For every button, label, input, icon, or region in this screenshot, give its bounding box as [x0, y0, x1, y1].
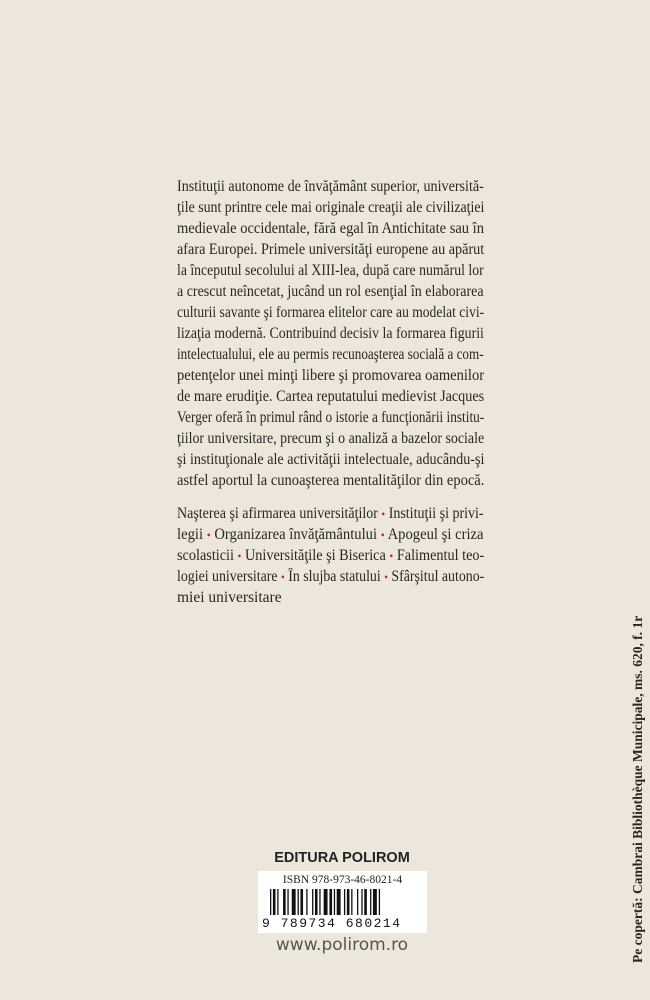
description-line: culturii savante şi formarea elitelor care au modelat civi-: [177, 304, 485, 321]
barcode-bar: [292, 889, 296, 915]
barcode-bar: [370, 889, 371, 915]
website-url: www.polirom.ro: [275, 935, 409, 955]
barcode-bar: [283, 889, 286, 915]
contents-line: [177, 545, 485, 566]
contents-line: [177, 587, 484, 608]
barcode-bar: [324, 889, 328, 915]
barcode-bar: [347, 889, 350, 915]
description-line: Instituţii autonome de învăţământ superior, universită-: [177, 178, 484, 195]
contents-line: [177, 566, 485, 587]
isbn-barcode: [258, 871, 427, 933]
barcode-bar: [334, 889, 335, 915]
description-line: Verger oferă în primul rând o istorie a funcţionării institu-: [177, 409, 485, 426]
bullet-separator-icon: •: [384, 570, 388, 584]
bullet-separator-icon: •: [281, 570, 285, 584]
barcode-bar: [337, 889, 341, 915]
description-line: ţiilor universitare, precum şi o analiză a bazelor sociale: [177, 430, 485, 447]
description-line: la începutul secolului al XIII-lea, după care numărul lor: [177, 262, 484, 279]
chapter-title: logiei universitare: [177, 568, 278, 585]
description-line: de mare erudiţie. Cartea reputatului medievist Jacques: [177, 388, 485, 405]
chapter-title: Falimentul teo-: [396, 547, 485, 564]
contents-line: [177, 503, 484, 524]
barcode-bar: [373, 889, 377, 915]
isbn-label: ISBN 978-973-46-8021-4: [282, 874, 403, 886]
chapter-title: În slujba statului: [288, 568, 381, 585]
description-line: ţile sunt printre cele mai originale creaţii ale civilizaţiei: [177, 199, 485, 216]
barcode-bar: [287, 889, 288, 915]
bullet-separator-icon: •: [389, 549, 394, 563]
description-line: lizaţia modernă. Contribuind decisiv la formarea figurii: [177, 325, 484, 342]
chapter-title: miei universitare: [177, 589, 282, 606]
chapter-title: Universităţile şi Biserica: [244, 547, 386, 564]
barcode-bar: [379, 889, 380, 915]
barcode-bar: [319, 889, 320, 915]
barcode-bar: [300, 889, 303, 915]
publisher-name: EDITURA POLIROM: [274, 850, 410, 866]
barcode-bar: [273, 889, 276, 915]
chapter-title: legii: [177, 526, 204, 543]
chapter-title: Sfârşitul autono-: [391, 568, 485, 585]
barcode-bar: [315, 889, 318, 915]
description-line: petenţelor unei minţi libere şi promovarea oamenilor: [177, 367, 485, 384]
contents-list: [177, 503, 484, 608]
barcode-bar: [277, 889, 278, 915]
barcode-bar: [364, 889, 367, 915]
barcode-bar: [298, 889, 299, 915]
bullet-separator-icon: •: [380, 528, 385, 542]
description-line: a crescut neîncetat, jucând un rol esenţial în elaborarea: [177, 283, 484, 300]
description-line: afara Europei. Primele universităţi europene au apărut: [177, 241, 485, 258]
chapter-title: Apogeul şi criza: [387, 526, 484, 543]
description-line: şi instituţionale ale activităţii intelectuale, aducându-şi: [177, 451, 485, 468]
chapter-title: scolasticii: [177, 547, 234, 564]
barcode-bar: [344, 889, 345, 915]
bullet-separator-icon: •: [206, 528, 211, 542]
barcode-bar: [329, 889, 332, 915]
chapter-title: Organizarea învăţământului: [214, 526, 378, 543]
barcode-bar: [312, 889, 313, 915]
barcode-digits: 9 789734 680214: [262, 916, 402, 931]
barcode-bar: [270, 889, 271, 915]
bullet-separator-icon: •: [237, 549, 242, 563]
barcode-bar: [357, 889, 358, 915]
barcode-bar: [361, 889, 362, 915]
description-line: medievale occidentale, fără egal în Antichitate sau în: [177, 220, 484, 237]
description-line: astfel aportul la cunoaşterea mentalităţilor din epocă.: [177, 472, 485, 489]
barcode-bar: [351, 889, 352, 915]
barcode-bars: [270, 889, 415, 915]
chapter-title: Instituţii şi privi-: [388, 505, 484, 522]
description-paragraph: [177, 176, 484, 491]
bullet-separator-icon: •: [381, 507, 386, 521]
barcode-bar: [306, 889, 307, 915]
contents-line: [177, 524, 484, 545]
cover-credit: Pe copertă: Cambrai Bibliothèque Municipale, ms. 620, f. 1r: [630, 615, 645, 963]
description-line: intelectualului, ele au permis recunoaşterea socială a com-: [177, 346, 484, 363]
chapter-title: Naşterea şi afirmarea universităţilor: [177, 505, 378, 522]
